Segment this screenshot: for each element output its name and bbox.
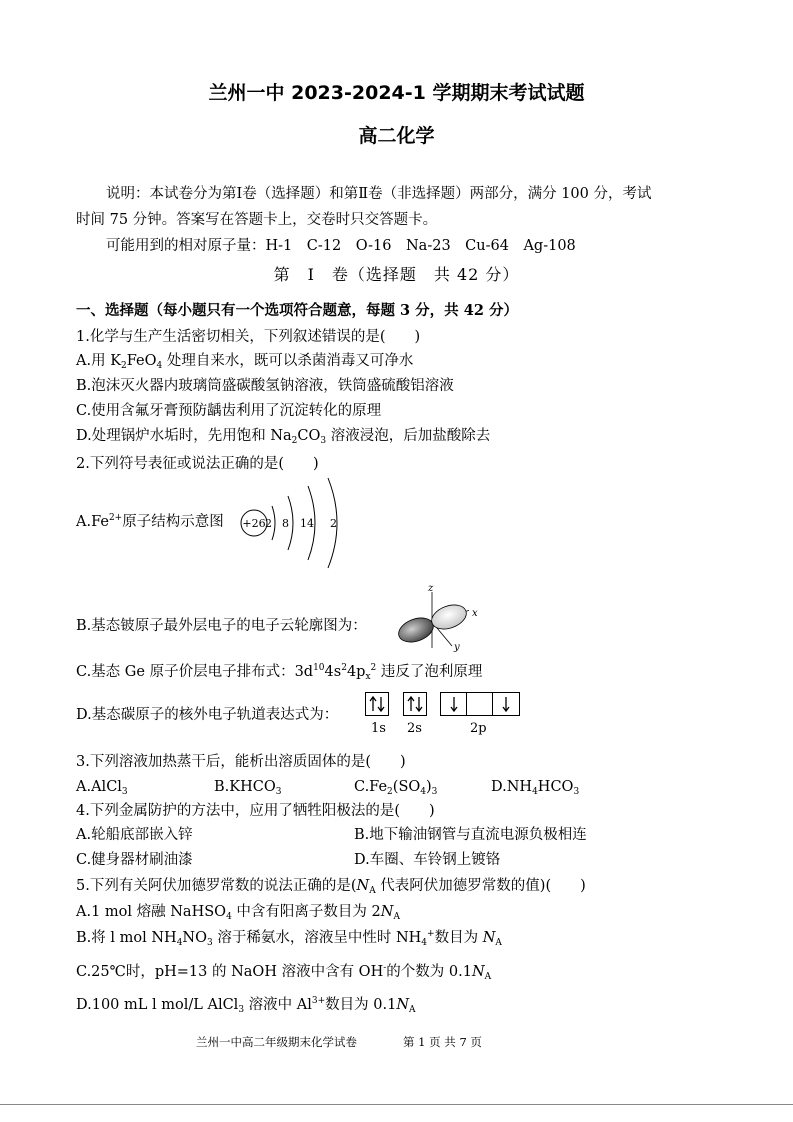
- nucleus-label: +26: [242, 517, 266, 530]
- q5-option-d: D.100 mL l mol/L AlCl$_3$ 溶液中 $Al^{3+}$数目为 $0.1N_A$: [76, 996, 416, 1015]
- orbital-2p-label: 2p: [470, 721, 487, 736]
- orbital-2p-box: [440, 692, 520, 716]
- orbital-2p-cell-3: [493, 693, 519, 715]
- orbital-2p-cell-1: [441, 693, 467, 715]
- shell-3-count: 14: [300, 517, 314, 530]
- q2-stem: 2.下列符号表征或说法正确的是( ): [76, 456, 319, 472]
- q4-option-b: B.地下输油钢管与直流电源负极相连: [354, 827, 587, 843]
- paired-arrows-icon: [366, 693, 388, 715]
- q4-option-a: A.轮船底部嵌入锌: [76, 827, 193, 843]
- q3-option-d: $D.NH_4HCO_3$: [491, 779, 580, 797]
- q4-stem: 4.下列金属防护的方法中，应用了牺牲阳极法的是( ): [76, 803, 435, 819]
- orbital-2s-box: [403, 692, 427, 716]
- q1-option-b: B.泡沫灭火器内玻璃筒盛碳酸氢钠溶液，铁筒盛硫酸铝溶液: [76, 378, 454, 394]
- subject-title: 高二化学: [358, 125, 435, 147]
- shell-2-count: 8: [282, 517, 289, 530]
- q3-stem: 3.下列溶液加热蒸干后，能析出溶质固体的是( ): [76, 754, 406, 770]
- q5-option-b: B.将 l mol $NH_4NO_3$ 溶于稀氨水，溶液呈中性时 $NH_4^+$数目为 $N_A$: [76, 929, 502, 948]
- q2-option-b: B.基态铍原子最外层电子的电子云轮廓图为：: [76, 618, 367, 634]
- q1-option-d: D.处理锅炉水垢时，先用饱和 $Na_2CO_3$ 溶液浸泡，后加盐酸除去: [76, 428, 491, 446]
- part-heading: 一、选择题（每小题只有一个选项符合题意，每题 3 分，共 42 分）: [76, 302, 518, 319]
- orbital-1s-box: [365, 692, 389, 716]
- q5-option-c: C.25℃时，pH=13 的 NaOH 溶液中含有 OH-的个数为 $0.1N_A$: [76, 963, 492, 982]
- orbital-2s-cell: [404, 693, 426, 715]
- q3-option-b: $B.KHCO_3$: [214, 779, 282, 797]
- shell-4-count: 2: [330, 517, 337, 530]
- q4-option-c: C.健身器材刷油漆: [76, 852, 193, 868]
- orbital-2p-cell-2: [467, 693, 493, 715]
- q1-option-a: A.用 $K_2FeO_4$ 处理自来水，既可以杀菌消毒又可净水: [76, 353, 414, 371]
- q5-option-a: A.1 mol 熔融 NaHSO$_4$ 中含有阳离子数目为 $2N_A$: [76, 904, 400, 922]
- q2-option-c: C.基态 Ge 原子价层电子排布式：$3d^{10}4s^24p_x^2$ 违反了泡利原理: [76, 663, 483, 682]
- footer-page-number: 第 1 页 共 7 页: [403, 1035, 482, 1049]
- down-arrow-icon: [441, 693, 467, 715]
- q3-option-a: A.AlCl$_3$: [76, 779, 128, 797]
- intro-line-2: 时间 75 分钟。答案写在答题卡上，交卷时只交答题卡。: [76, 212, 438, 228]
- q2-option-a: $A.Fe^{2+}$原子结构示意图: [76, 513, 224, 530]
- exam-title: 兰州一中 2023-2024-1 学期期末考试试题: [208, 82, 585, 104]
- axis-z-label: z: [428, 583, 434, 594]
- q3-option-c: $C.Fe_2(SO_4)_3$: [354, 779, 438, 797]
- footer-exam-name: 兰州一中高二年级期末化学试卷: [196, 1035, 357, 1049]
- shell-1-count: 2: [265, 517, 272, 530]
- bottom-rule: [0, 1104, 793, 1105]
- intro-line-1: 说明：本试卷分为第Ⅰ卷（选择题）和第Ⅱ卷（非选择题）两部分，满分 100 分，考试: [106, 186, 652, 202]
- axis-y-label: y: [454, 642, 460, 653]
- orbital-2s-label: 2s: [407, 721, 422, 736]
- q4-option-d: D.车圈、车铃钢上镀铬: [354, 852, 501, 868]
- p-orbital-diagram: [392, 580, 482, 656]
- orbital-1s-cell: [366, 693, 388, 715]
- paired-arrows-icon: [404, 693, 426, 715]
- axis-x-label: x: [472, 608, 478, 619]
- q2-option-d: D.基态碳原子的核外电子轨道表达式为：: [76, 707, 339, 723]
- atomic-masses: 可能用到的相对原子量：H-1 C-12 O-16 Na-23 Cu-64 Ag-108: [106, 238, 576, 254]
- orbital-1s-label: 1s: [371, 721, 386, 736]
- q1-option-c: C.使用含氟牙膏预防龋齿利用了沉淀转化的原理: [76, 403, 382, 419]
- q1-stem: 1.化学与生产生活密切相关，下列叙述错误的是( ): [76, 329, 421, 345]
- section-title: 第 Ⅰ 卷（选择题 共 42 分）: [273, 265, 520, 284]
- q5-stem: 5.下列有关阿伏加德罗常数的说法正确的是($N_A$ 代表阿伏加德罗常数的值)( ): [76, 878, 586, 896]
- down-arrow-icon: [493, 693, 519, 715]
- atomic-structure-diagram: [236, 476, 356, 572]
